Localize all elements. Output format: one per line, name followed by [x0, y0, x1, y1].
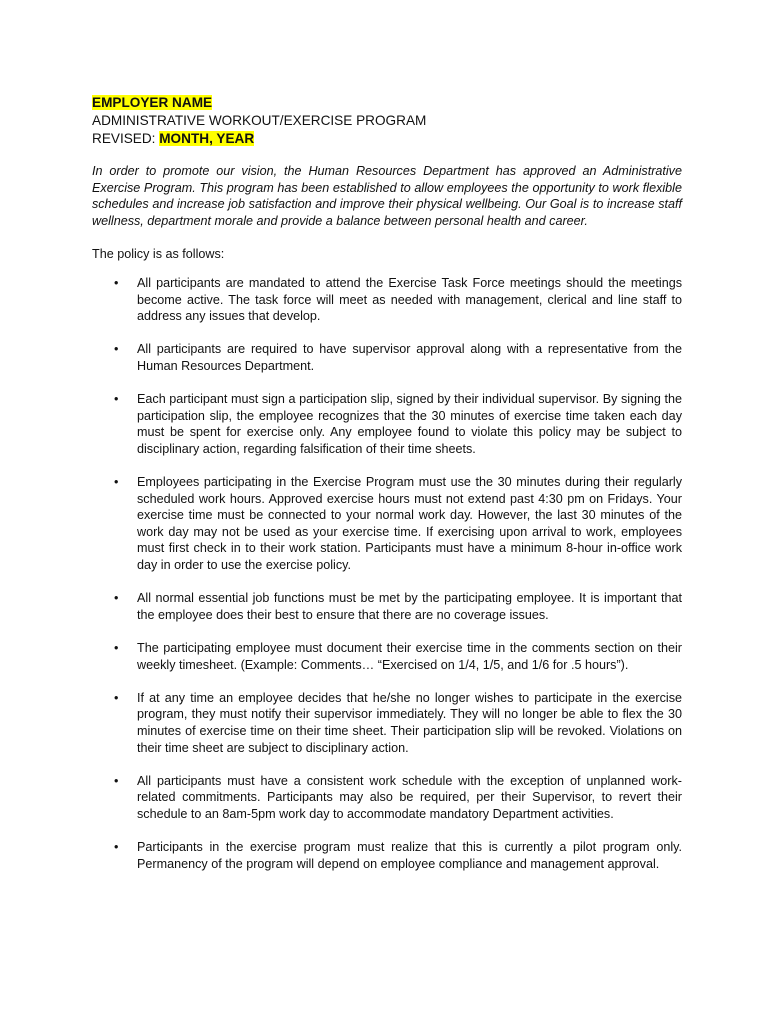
policy-item-text: Each participant must sign a participation slip, signed by their individual supervisor. By signing the participation slip, the employee recognizes that the 30 minutes of exercise time taken each day must be spent for exercise only. Any employee found to violate this policy may be subject to disciplinary action, regarding falsification of their time sheets.: [137, 392, 682, 456]
bullet-icon: •: [114, 840, 119, 855]
bullet-icon: •: [114, 275, 119, 290]
policy-item-text: Participants in the exercise program must realize that this is currently a pilot program only. Permanency of the program will depend on employee compliance and management approval.: [137, 840, 682, 871]
intro-paragraph: In order to promote our vision, the Human Resources Department has approved an Administrative Exercise Program. This program has been established to allow employees the opportunity to work flexible schedules and increase job satisfaction and improve their physical wellbeing. Our Goal is to increase staff wellness, department morale and provide a balance between personal health and career.: [92, 164, 682, 228]
policy-item-text: The participating employee must document their exercise time in the comments section on their weekly timesheet. (Example: Comments… “Exercised on 1/4, 1/5, and 1/6 for .5 hours”).: [137, 641, 682, 672]
policy-item: [92, 474, 682, 574]
policy-item: [92, 275, 682, 325]
policy-list: [92, 275, 682, 872]
revised-line: [92, 130, 682, 148]
policy-item-text: If at any time an employee decides that he/she no longer wishes to participate in the exercise program, they must notify their supervisor immediately. They will no longer be able to flex the 30 minutes of exercise time on their time sheet. Their participation slip will be revoked. Violations on their time sheet are subject to disciplinary action.: [137, 690, 682, 755]
program-title: ADMINISTRATIVE WORKOUT/EXERCISE PROGRAM: [92, 113, 427, 128]
policy-item-text: All participants must have a consistent work schedule with the exception of unplanned work-related commitments. Participants may also be required, per their Supervisor, to revert their schedule to an 8am-5pm work day to accommodate mandatory Department activities.: [137, 773, 682, 821]
bullet-icon: •: [114, 392, 119, 407]
policy-item: [92, 341, 682, 374]
bullet-icon: •: [114, 690, 119, 705]
bullet-icon: •: [114, 773, 119, 788]
bullet-icon: •: [114, 591, 119, 606]
policy-item: [92, 839, 682, 872]
revised-value: MONTH, YEAR: [159, 131, 255, 146]
policy-item: [92, 640, 682, 673]
policy-item-text: Employees participating in the Exercise Program must use the 30 minutes during their regularly scheduled work hours. Approved exercise hours must not extend past 4:30 pm on Fridays. Your exercise time must be connected to your normal work day. However, the last 30 minutes of the work day may not be used as your exercise time. If exercising upon arrival to work, employees must first check in to their work station. Participants must have a minimum 8-hour in-office work day in order to use the exercise policy.: [137, 475, 682, 573]
policy-item: [92, 391, 682, 457]
employer-name-line: [92, 94, 682, 112]
bullet-icon: •: [114, 342, 119, 357]
policy-item-text: All participants are required to have supervisor approval along with a representative from the Human Resources Department.: [137, 342, 682, 373]
revised-label: REVISED:: [92, 131, 160, 146]
policy-item: [92, 590, 682, 623]
policy-lead: The policy is as follows:: [92, 247, 225, 262]
bullet-icon: •: [114, 475, 119, 490]
employer-name: EMPLOYER NAME: [92, 95, 213, 110]
policy-item-text: All normal essential job functions must be met by the participating employee. It is important that the employee does their best to ensure that there are no coverage issues.: [137, 591, 682, 622]
bullet-icon: •: [114, 641, 119, 656]
policy-item: [92, 690, 682, 756]
policy-item: [92, 773, 682, 823]
policy-item-text: All participants are mandated to attend the Exercise Task Force meetings should the meetings become active. The task force will meet as needed with management, clerical and line staff to address any issues that develop.: [137, 275, 682, 324]
